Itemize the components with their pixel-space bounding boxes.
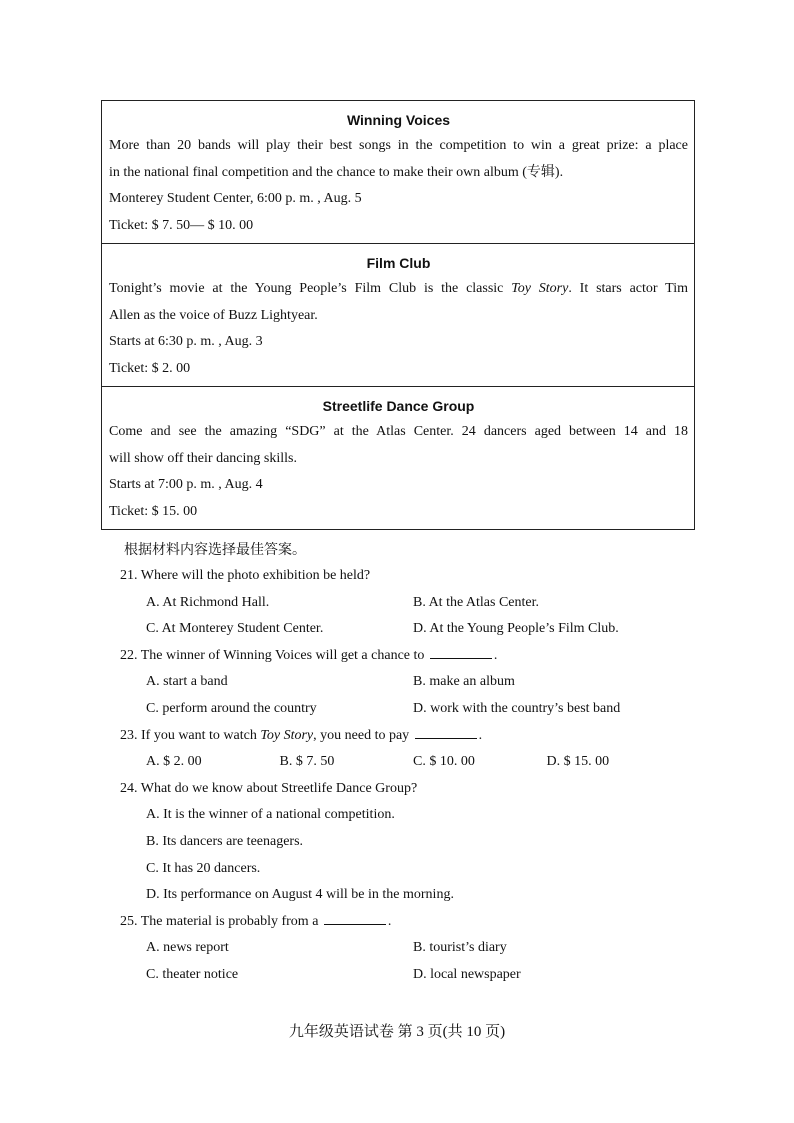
section-venue-time: Monterey Student Center, 6:00 p. m. , Aug. 5 — [109, 191, 362, 206]
section-text: More than 20 bands will play their best songs in the competition to win a great prize: a place — [109, 138, 688, 153]
section-text: in the national final competition and the chance to make their own album (专辑). — [109, 164, 564, 180]
option-b: B. $ 7. 50 — [279, 754, 335, 770]
answer-blank — [430, 646, 492, 659]
options-row — [120, 749, 680, 776]
options-row — [120, 616, 680, 643]
section-ticket: Ticket: $ 7. 50— $ 10. 00 — [109, 217, 254, 233]
option-a: A. news report — [146, 940, 229, 956]
option-b: B. At the Atlas Center. — [413, 594, 539, 610]
instruction: 根据材料内容选择最佳答案。 — [124, 543, 306, 558]
option-d: D. At the Young People’s Film Club. — [413, 621, 619, 637]
section-film-club — [102, 243, 694, 386]
section-venue-time: Starts at 7:00 p. m. , Aug. 4 — [109, 477, 263, 492]
section-text — [109, 276, 688, 303]
option-c: C. theater notice — [146, 966, 239, 982]
page-footer: 九年级英语试卷 第 3 页(共 10 页) — [288, 1024, 506, 1040]
section-streetlife-dance — [102, 386, 694, 529]
option-d: D. $ 15. 00 — [546, 754, 610, 770]
option-c: C. perform around the country — [146, 700, 317, 716]
option-c: C. $ 10. 00 — [413, 754, 475, 770]
answer-blank — [324, 912, 386, 925]
section-text: Come and see the amazing “SDG” at the Atlas Center. 24 dancers aged between 14 and 18 — [109, 424, 688, 439]
question-stem: 21. Where will the photo exhibition be held? — [120, 568, 371, 583]
stem-text: . — [493, 647, 498, 663]
option-b: B. make an album — [413, 674, 515, 690]
section-venue-time: Starts at 6:30 p. m. , Aug. 3 — [109, 334, 263, 349]
section-title: Film Club — [366, 255, 431, 271]
option-c: C. At Monterey Student Center. — [146, 621, 324, 637]
stem-text: . — [387, 913, 392, 929]
text-part: . It stars actor Tim — [568, 281, 688, 296]
section-ticket: Ticket: $ 2. 00 — [109, 360, 191, 376]
question-stem — [120, 723, 680, 750]
option-b: B. tourist’s diary — [413, 940, 507, 956]
option-a: A. At Richmond Hall. — [146, 594, 270, 610]
option-d: D. local newspaper — [413, 966, 521, 982]
stem-text: 25. The material is probably from a — [120, 913, 319, 929]
option-c: C. It has 20 dancers. — [146, 860, 261, 876]
option-b: B. Its dancers are teenagers. — [146, 833, 304, 849]
question-list — [120, 563, 680, 989]
stem-text: , you need to pay — [313, 727, 410, 743]
stem-text: 22. The winner of Winning Voices will get a chance to — [120, 647, 425, 663]
section-text: will show off their dancing skills. — [109, 450, 297, 466]
section-ticket: Ticket: $ 15. 00 — [109, 503, 198, 519]
section-title: Winning Voices — [346, 112, 451, 128]
options-row — [120, 590, 680, 617]
section-text: Allen as the voice of Buzz Lightyear. — [109, 307, 318, 323]
movie-title: Toy Story — [511, 281, 569, 296]
option-a: A. start a band — [146, 674, 228, 690]
options-row — [120, 935, 680, 962]
option-d: D. Its performance on August 4 will be in the morning. — [146, 887, 454, 903]
notice-table — [101, 100, 695, 530]
stem-text: 23. If you want to watch — [120, 727, 261, 743]
answer-blank — [415, 726, 477, 739]
options-row — [120, 696, 680, 723]
option-d: D. work with the country’s best band — [413, 700, 621, 716]
movie-title: Toy Story — [260, 727, 314, 743]
question-stem — [120, 909, 680, 936]
section-title: Streetlife Dance Group — [322, 398, 475, 414]
option-a: A. $ 2. 00 — [146, 754, 202, 770]
text-part: Tonight’s movie at the Young People’s Film Club is the classic — [109, 281, 512, 296]
options-row — [120, 962, 680, 989]
section-winning-voices — [102, 101, 694, 243]
option-a: A. It is the winner of a national competition. — [146, 807, 395, 823]
stem-text: . — [478, 727, 483, 743]
question-stem — [120, 643, 680, 670]
options-row — [120, 669, 680, 696]
question-stem: 24. What do we know about Streetlife Dance Group? — [120, 780, 418, 796]
